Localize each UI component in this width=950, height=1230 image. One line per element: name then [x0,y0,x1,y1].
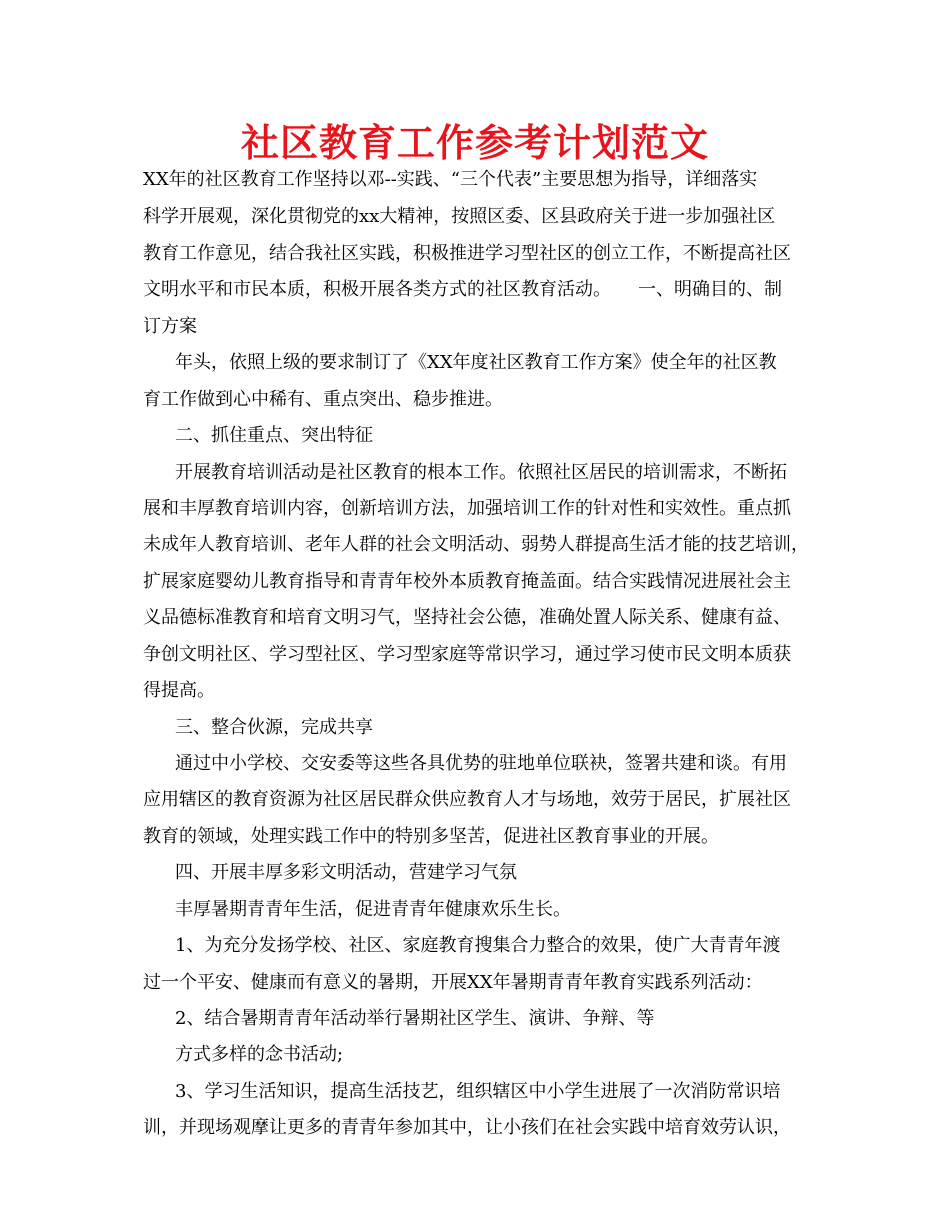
paragraph-line: 开展教育培训活动是社区教育的根本工作。依照社区居民的培训需求，不断拓 [175,462,787,483]
paragraph-line: 教育的领域，处理实践工作中的特别多坚苦，促进社区教育事业的开展。 [143,826,719,847]
paragraph-line: 育工作做到心中稀有、重点突出、稳步推进。 [143,389,503,410]
paragraph-line: 过一个平安、健康而有意义的暑期，开展XX年暑期青青年教育实践系列活动： [143,972,763,993]
paragraph-line: 文明水平和市民本质，积极开展各类方式的社区教育活动。 一、明确目的、制 [143,279,782,300]
paragraph-line: 未成年人教育培训、老年人群的社会文明活动、弱势人群提高生活才能的技艺培训， [143,534,809,555]
paragraph-line: 丰厚暑期青青年生活，促进青青年健康欢乐生长。 [175,899,571,920]
paragraph-line: 2、结合暑期青青年活动举行暑期社区学生、演讲、争辩、等 [175,1008,655,1029]
paragraph-line: 扩展家庭婴幼儿教育指导和青青年校外本质教育掩盖面。结合实践情况进展社会主 [143,571,791,592]
document-title: 社区教育工作参考计划范文 [240,121,709,165]
paragraph-line: 训，并现场观摩让更多的青青年参加其中，让小孩们在社会实践中培育效劳认识， [143,1117,791,1138]
paragraph-line: 科学开展观，深化贯彻党的xx大精神，按照区委、区县政府关于进一步加强社区 [143,206,776,227]
paragraph-line: 义品德标准教育和培育文明习气，坚持社会公德，准确处置人际关系、健康有益、 [143,607,791,628]
paragraph-line: 年头，依照上级的要求制订了《XX年度社区教育工作方案》使全年的社区教 [175,352,777,373]
section-heading: 四、开展丰厚多彩文明活动，营建学习气氛 [175,862,517,883]
section-heading: 二、抓住重点、突出特征 [175,425,373,446]
paragraph-line: 方式多样的念书活动; [175,1044,344,1065]
paragraph-line: 争创文明社区、学习型社区、学习型家庭等常识学习，通过学习使市民文明本质获 [143,644,791,665]
paragraph-line: 得提高。 [143,680,215,701]
paragraph-line: 1、为充分发扬学校、社区、家庭教育搜集合力整合的效果，使广大青青年渡 [175,935,781,956]
paragraph-line: 教育工作意见，结合我社区实践，积极推进学习型社区的创立工作，不断提高社区 [143,243,791,264]
paragraph-line: XX年的社区教育工作坚持以邓--实践、“三个代表”主要思想为指导，详细落实 [143,169,758,190]
paragraph-line: 展和丰厚教育培训内容，创新培训方法，加强培训工作的针对性和实效性。重点抓 [143,498,791,519]
paragraph-line: 订方案 [143,316,197,337]
paragraph-line: 通过中小学校、交安委等这些各具优势的驻地单位联袂，签署共建和谈。有用 [175,753,787,774]
paragraph-line: 3、学习生活知识，提高生活技艺，组织辖区中小学生进展了一次消防常识培 [175,1081,781,1102]
paragraph-line: 应用辖区的教育资源为社区居民群众供应教育人才与场地，效劳于居民，扩展社区 [143,789,791,810]
section-heading: 三、整合伙源，完成共享 [175,717,373,738]
